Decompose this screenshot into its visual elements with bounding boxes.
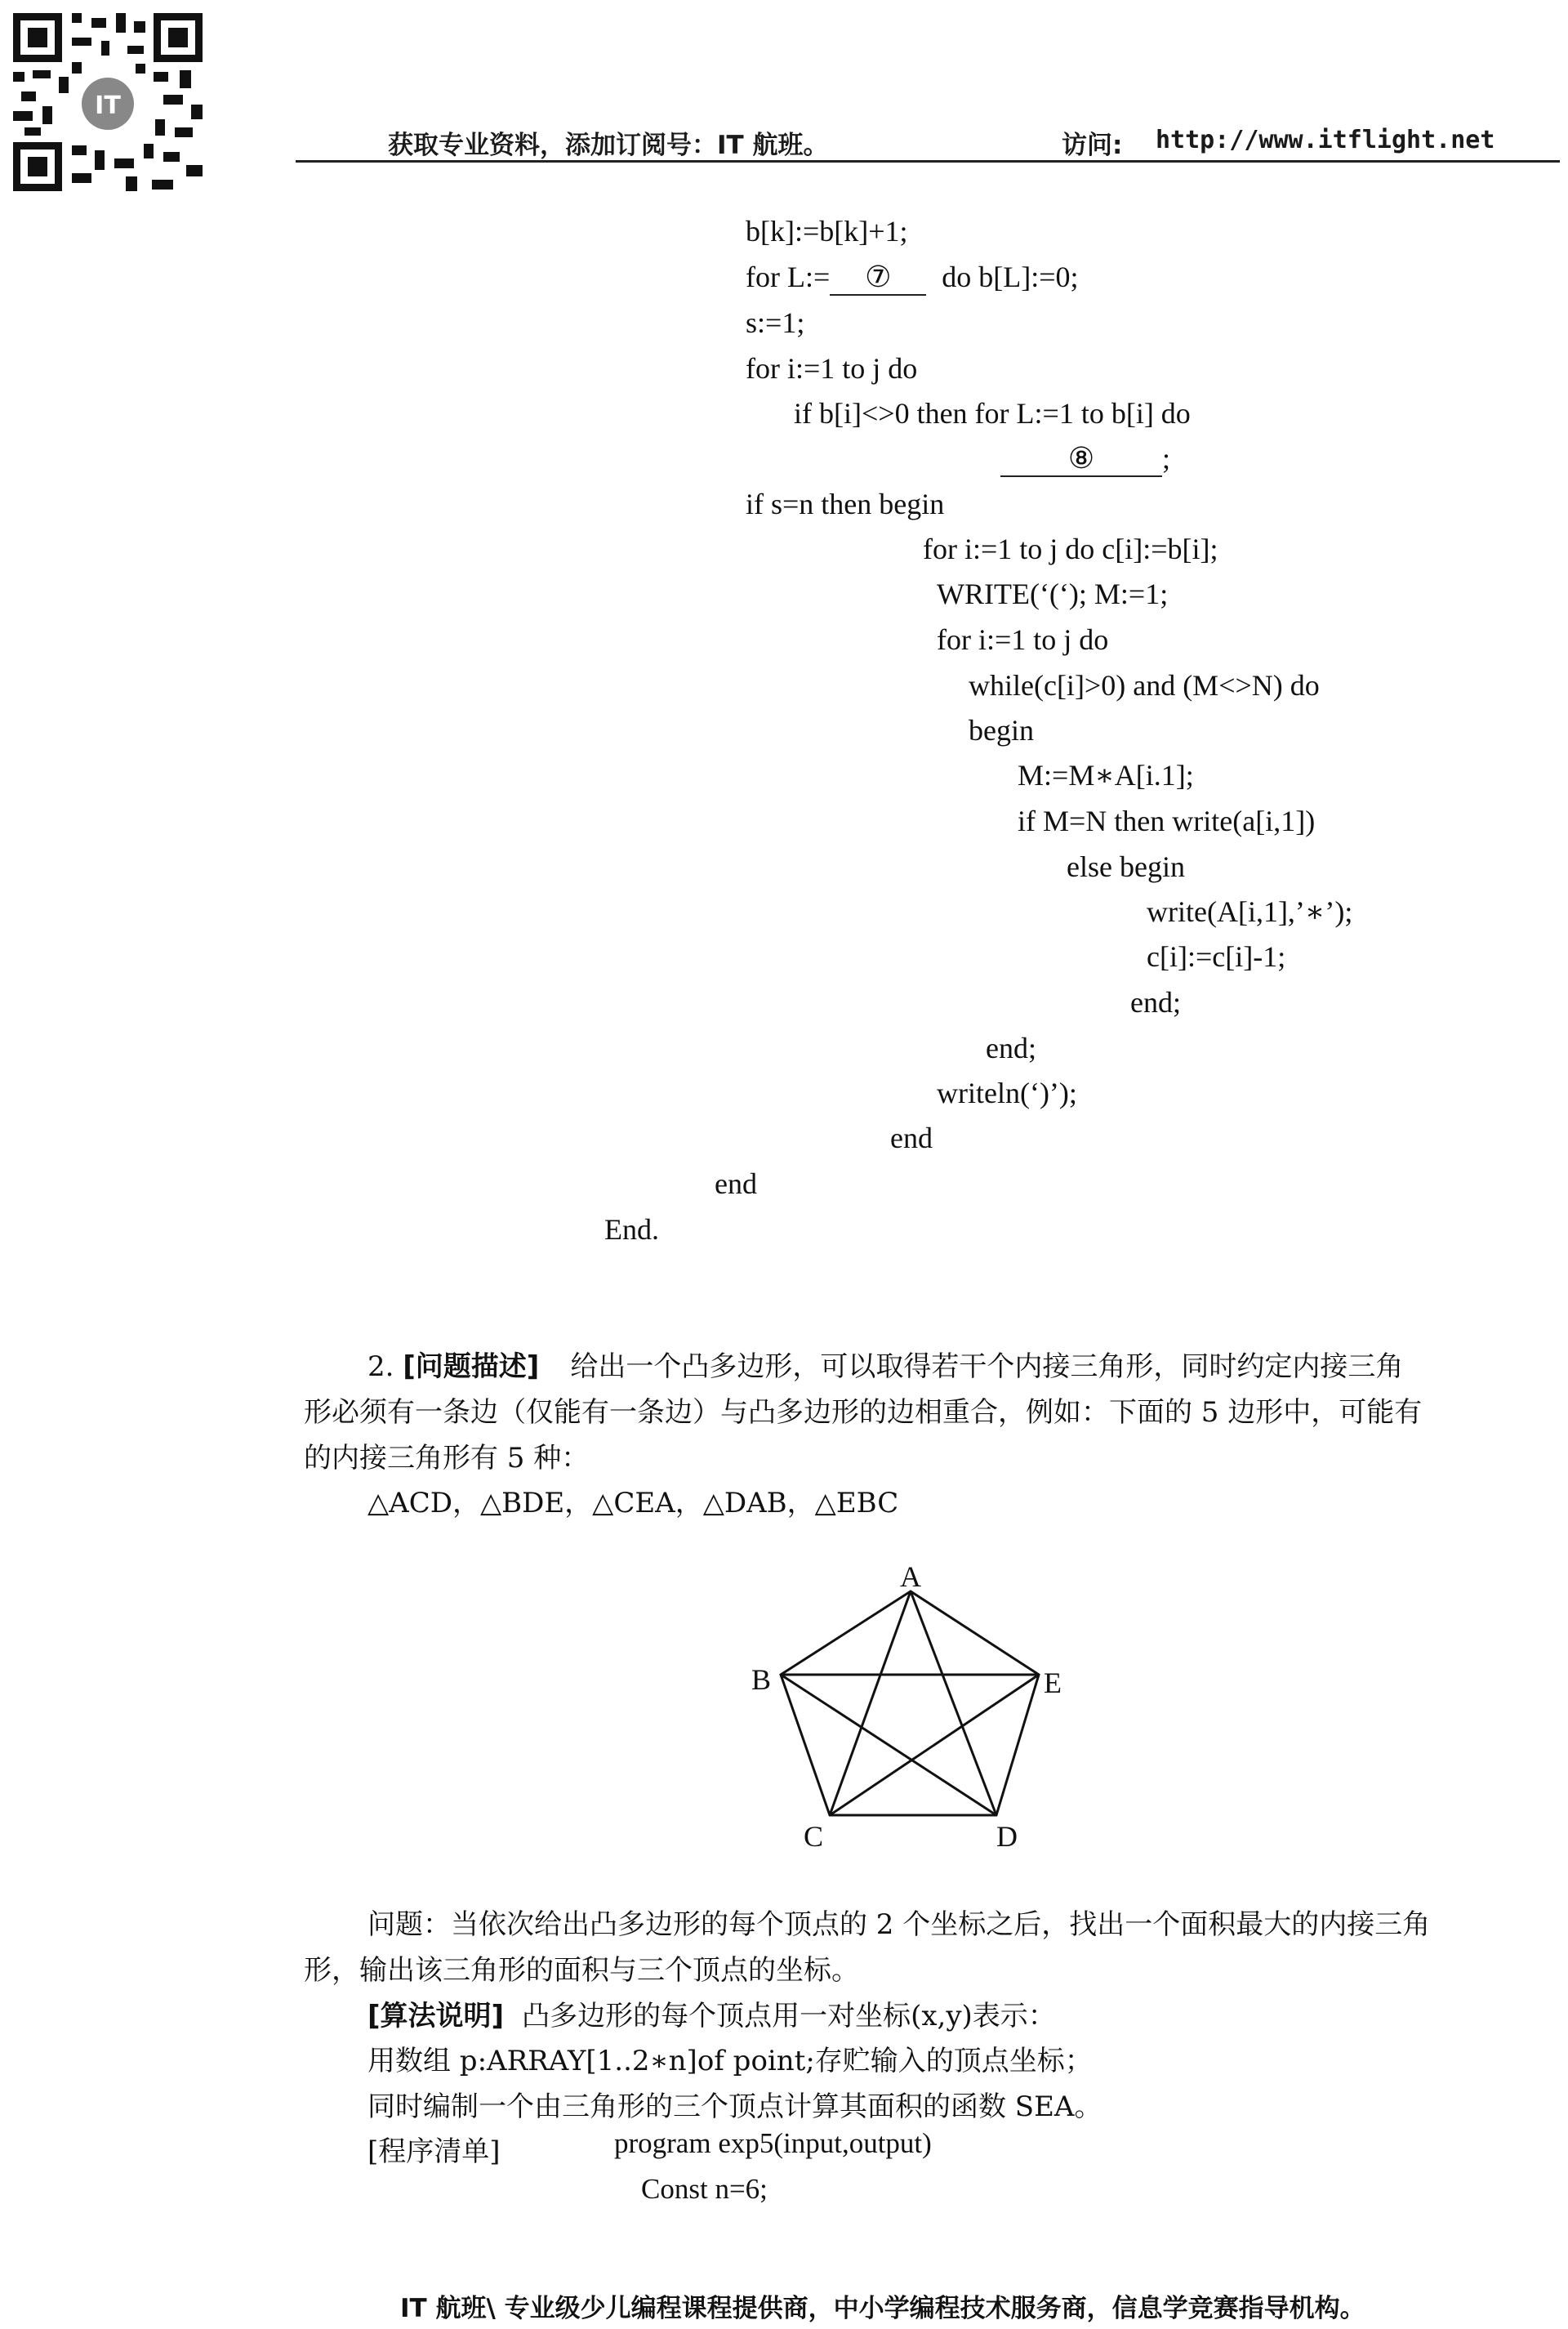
qr-logo-text: IT [95,91,121,120]
pentagon-outline [781,1591,1039,1815]
algorithm-line-1: [算法说明] 凸多边形的每个顶点用一对坐标(x,y)表示： [368,2000,1056,2032]
code-line: end [715,1167,757,1200]
code-line: end; [986,1032,1036,1064]
code-line: WRITE(‘(‘); M:=1; [937,578,1169,610]
question-line-2: 形，输出该三角形的面积与三个顶点的坐标。 [304,1954,859,1987]
vertex-label-b: B [751,1663,772,1696]
header-divider [296,160,1560,163]
code-line: c[i]:=c[i]-1; [1147,940,1286,973]
code-line: for i:=1 to j do c[i]:=b[i]; [923,533,1218,565]
program-line-2: Const n=6; [641,2173,768,2205]
program-tag: [程序清单] [368,2135,501,2168]
code-line: begin [969,714,1034,747]
vertex-label-c: C [804,1820,824,1853]
code-line: if M=N then write(a[i,1]) [1018,805,1316,837]
code-line: s:=1; [746,306,805,339]
code-line: for i:=1 to j do [746,352,918,385]
diagonal-ac [830,1591,911,1815]
vertex-label-e: E [1044,1666,1062,1699]
diagonal-ec [830,1675,1039,1815]
header-promo: 获取专业资料，添加订阅号：IT 航班。 [388,131,829,160]
algorithm-line-3: 同时编制一个由三角形的三个顶点计算其面积的函数 SEA。 [368,2090,1102,2123]
code-line: else begin [1067,850,1185,883]
diagonal-bd [781,1675,996,1815]
problem-line-2: 形必须有一条边（仅能有一条边）与凸多边形的边相重合，例如：下面的 5 边形中，可能有 [304,1396,1423,1429]
code-line: b[k]:=b[k]+1; [746,215,908,248]
code-line: M:=M∗A[i.1]; [1018,759,1194,792]
code-line: for L:= ⑦ do b[L]:=0; [746,260,1079,296]
vertex-label-d: D [996,1820,1018,1853]
qr-code [13,13,203,191]
blank-8: ⑧ [1000,443,1162,477]
code-line: ⑧ ; [1000,441,1170,477]
pentagon-star-diagram [751,1560,1094,1854]
question-line-1: 问题：当依次给出凸多边形的每个顶点的 2 个坐标之后，找出一个面积最大的内接三角 [368,1908,1431,1941]
code-line: End. [604,1213,659,1246]
code-line: end; [1130,986,1181,1019]
vertex-label-a: A [900,1560,921,1593]
header-visit-label: 访问: [1062,131,1123,160]
footer-tagline: IT 航班\ 专业级少儿编程课程提供商，中小学编程技术服务商，信息学竞赛指导机构。 [400,2294,1365,2323]
code-line: if b[i]<>0 then for L:=1 to b[i] do [794,397,1191,430]
code-line: writeln(‘)’); [937,1077,1077,1109]
blank-7: ⑦ [830,261,926,296]
code-line: end [890,1122,933,1154]
problem-tag: [问题描述] [403,1350,540,1383]
header-url[interactable]: http://www.itflight.net [1156,126,1495,154]
diagonal-ad [911,1591,996,1815]
problem-line-1: 2. [问题描述] 给出一个凸多边形，可以取得若干个内接三角形，同时约定内接三角 [368,1350,1404,1383]
algorithm-line-2: 用数组 p:ARRAY[1..2∗n]of point;存贮输入的顶点坐标； [368,2045,1093,2077]
code-line: if s=n then begin [746,488,945,520]
algorithm-tag: [算法说明] [368,2000,505,2032]
program-line-1: program exp5(input,output) [614,2127,932,2159]
code-line: write(A[i,1],’∗’); [1147,895,1353,928]
problem-line-3: 的内接三角形有 5 种： [304,1442,590,1475]
triangle-list: △ACD，△BDE，△CEA，△DAB，△EBC [368,1487,899,1519]
code-line: while(c[i]>0) and (M<>N) do [969,669,1320,702]
code-line: for i:=1 to j do [937,623,1109,656]
